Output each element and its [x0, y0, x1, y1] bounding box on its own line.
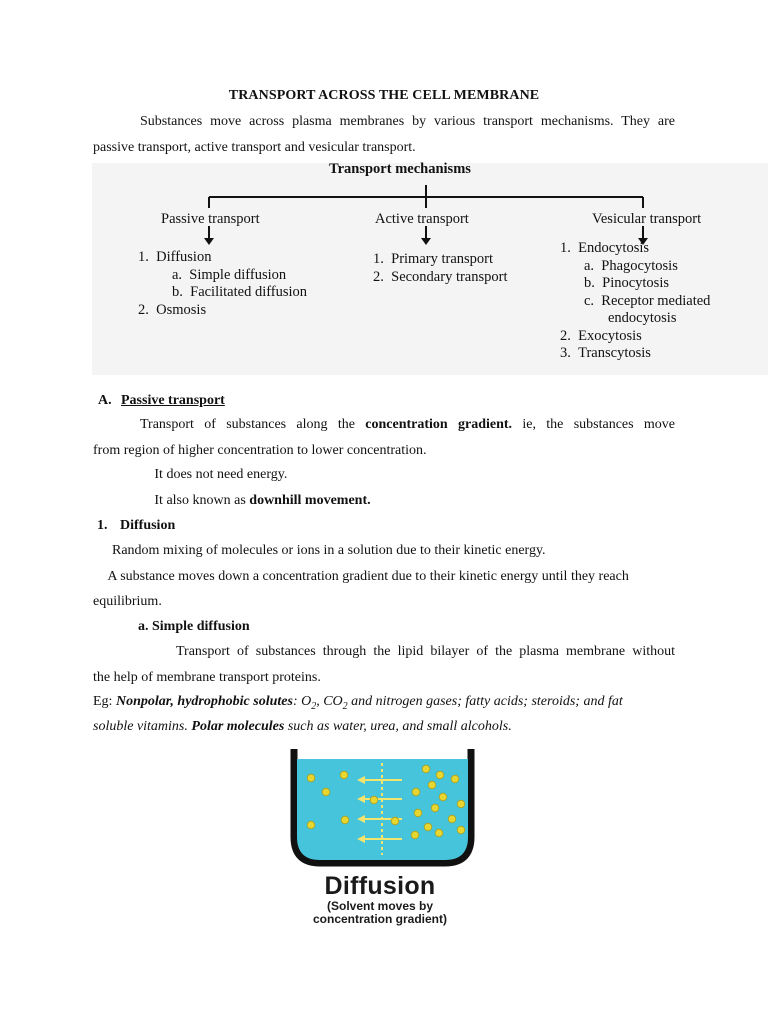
- list-item: a. Phagocytosis: [584, 258, 678, 274]
- list-item: 2. Osmosis: [138, 302, 207, 318]
- bullet-icon: [93, 569, 104, 584]
- branch-passive-label: Passive transport: [161, 211, 260, 227]
- list-item: endocytosis: [608, 310, 677, 326]
- diffusion-number: 1.: [97, 518, 108, 533]
- list-item: a. Simple diffusion: [172, 267, 287, 283]
- bullet-item: It does not need energy.: [140, 467, 273, 482]
- bullet-item: It also known as downhill movement.: [140, 493, 357, 508]
- bullet-icon: [140, 467, 151, 482]
- figure-caption-title: Diffusion: [324, 872, 436, 900]
- section-marker: A.: [98, 393, 112, 408]
- diffusion-bullet-line-2: equilibrium.: [93, 594, 162, 609]
- list-item: 2. Secondary transport: [373, 269, 508, 285]
- simple-diffusion-heading: a. Simple diffusion: [138, 619, 250, 634]
- list-item: 3. Transcytosis: [560, 345, 651, 361]
- branch-active-label: Active transport: [375, 211, 469, 227]
- branch-vesicular-label: Vesicular transport: [592, 211, 702, 227]
- intro-line-2: passive transport, active transport and vesicular transport.: [93, 140, 416, 155]
- passive-para-line-1: Transport of substances along the concentration gradient. ie, the substances move: [140, 417, 676, 432]
- figure-caption-line: concentration gradient): [312, 912, 447, 926]
- list-item: 1. Primary transport: [373, 251, 494, 267]
- bullet-icon: [140, 493, 151, 508]
- simple-line-1: Transport of substances through the lipid bilayer of the plasma membrane without: [176, 644, 675, 659]
- diagram-title: Transport mechanisms: [329, 161, 471, 177]
- figure-caption-line: (Solvent moves by: [326, 899, 434, 913]
- page-title: TRANSPORT ACROSS THE CELL MEMBRANE: [228, 88, 540, 103]
- list-item: c. Receptor mediated: [584, 293, 711, 309]
- transport-diagram: [92, 163, 768, 375]
- section-heading: Passive transport: [121, 393, 225, 408]
- intro-line-1: Substances move across plasma membranes by various transport mechanisms. They are: [140, 114, 675, 129]
- diffusion-beaker-illustration: [285, 745, 480, 870]
- list-item: b. Facilitated diffusion: [172, 284, 308, 300]
- list-item: 1. Endocytosis: [560, 240, 650, 256]
- simple-line-2: the help of membrane transport proteins.: [93, 670, 321, 685]
- list-item: b. Pinocytosis: [584, 275, 669, 291]
- list-item: 2. Exocytosis: [560, 328, 642, 344]
- diffusion-definition: Random mixing of molecules or ions in a solution due to their kinetic energy.: [112, 543, 546, 558]
- example-line-1: Eg: Nonpolar, hydrophobic solutes: $O_2$, $CO_2$ and nitrogen gases; fatty acids; steroids; and fat: [93, 694, 623, 712]
- diffusion-heading: Diffusion: [120, 518, 176, 533]
- passive-para-line-2: from region of higher concentration to lower concentration.: [93, 443, 427, 458]
- diffusion-bullet-line-1: A substance moves down a concentration gradient due to their kinetic energy until they reach: [93, 569, 615, 584]
- example-line-2: soluble vitamins. Polar molecules such as water, urea, and small alcohols.: [93, 719, 512, 734]
- list-item: 1. Diffusion: [138, 249, 212, 265]
- figure-caption-subtitle: [270, 900, 490, 926]
